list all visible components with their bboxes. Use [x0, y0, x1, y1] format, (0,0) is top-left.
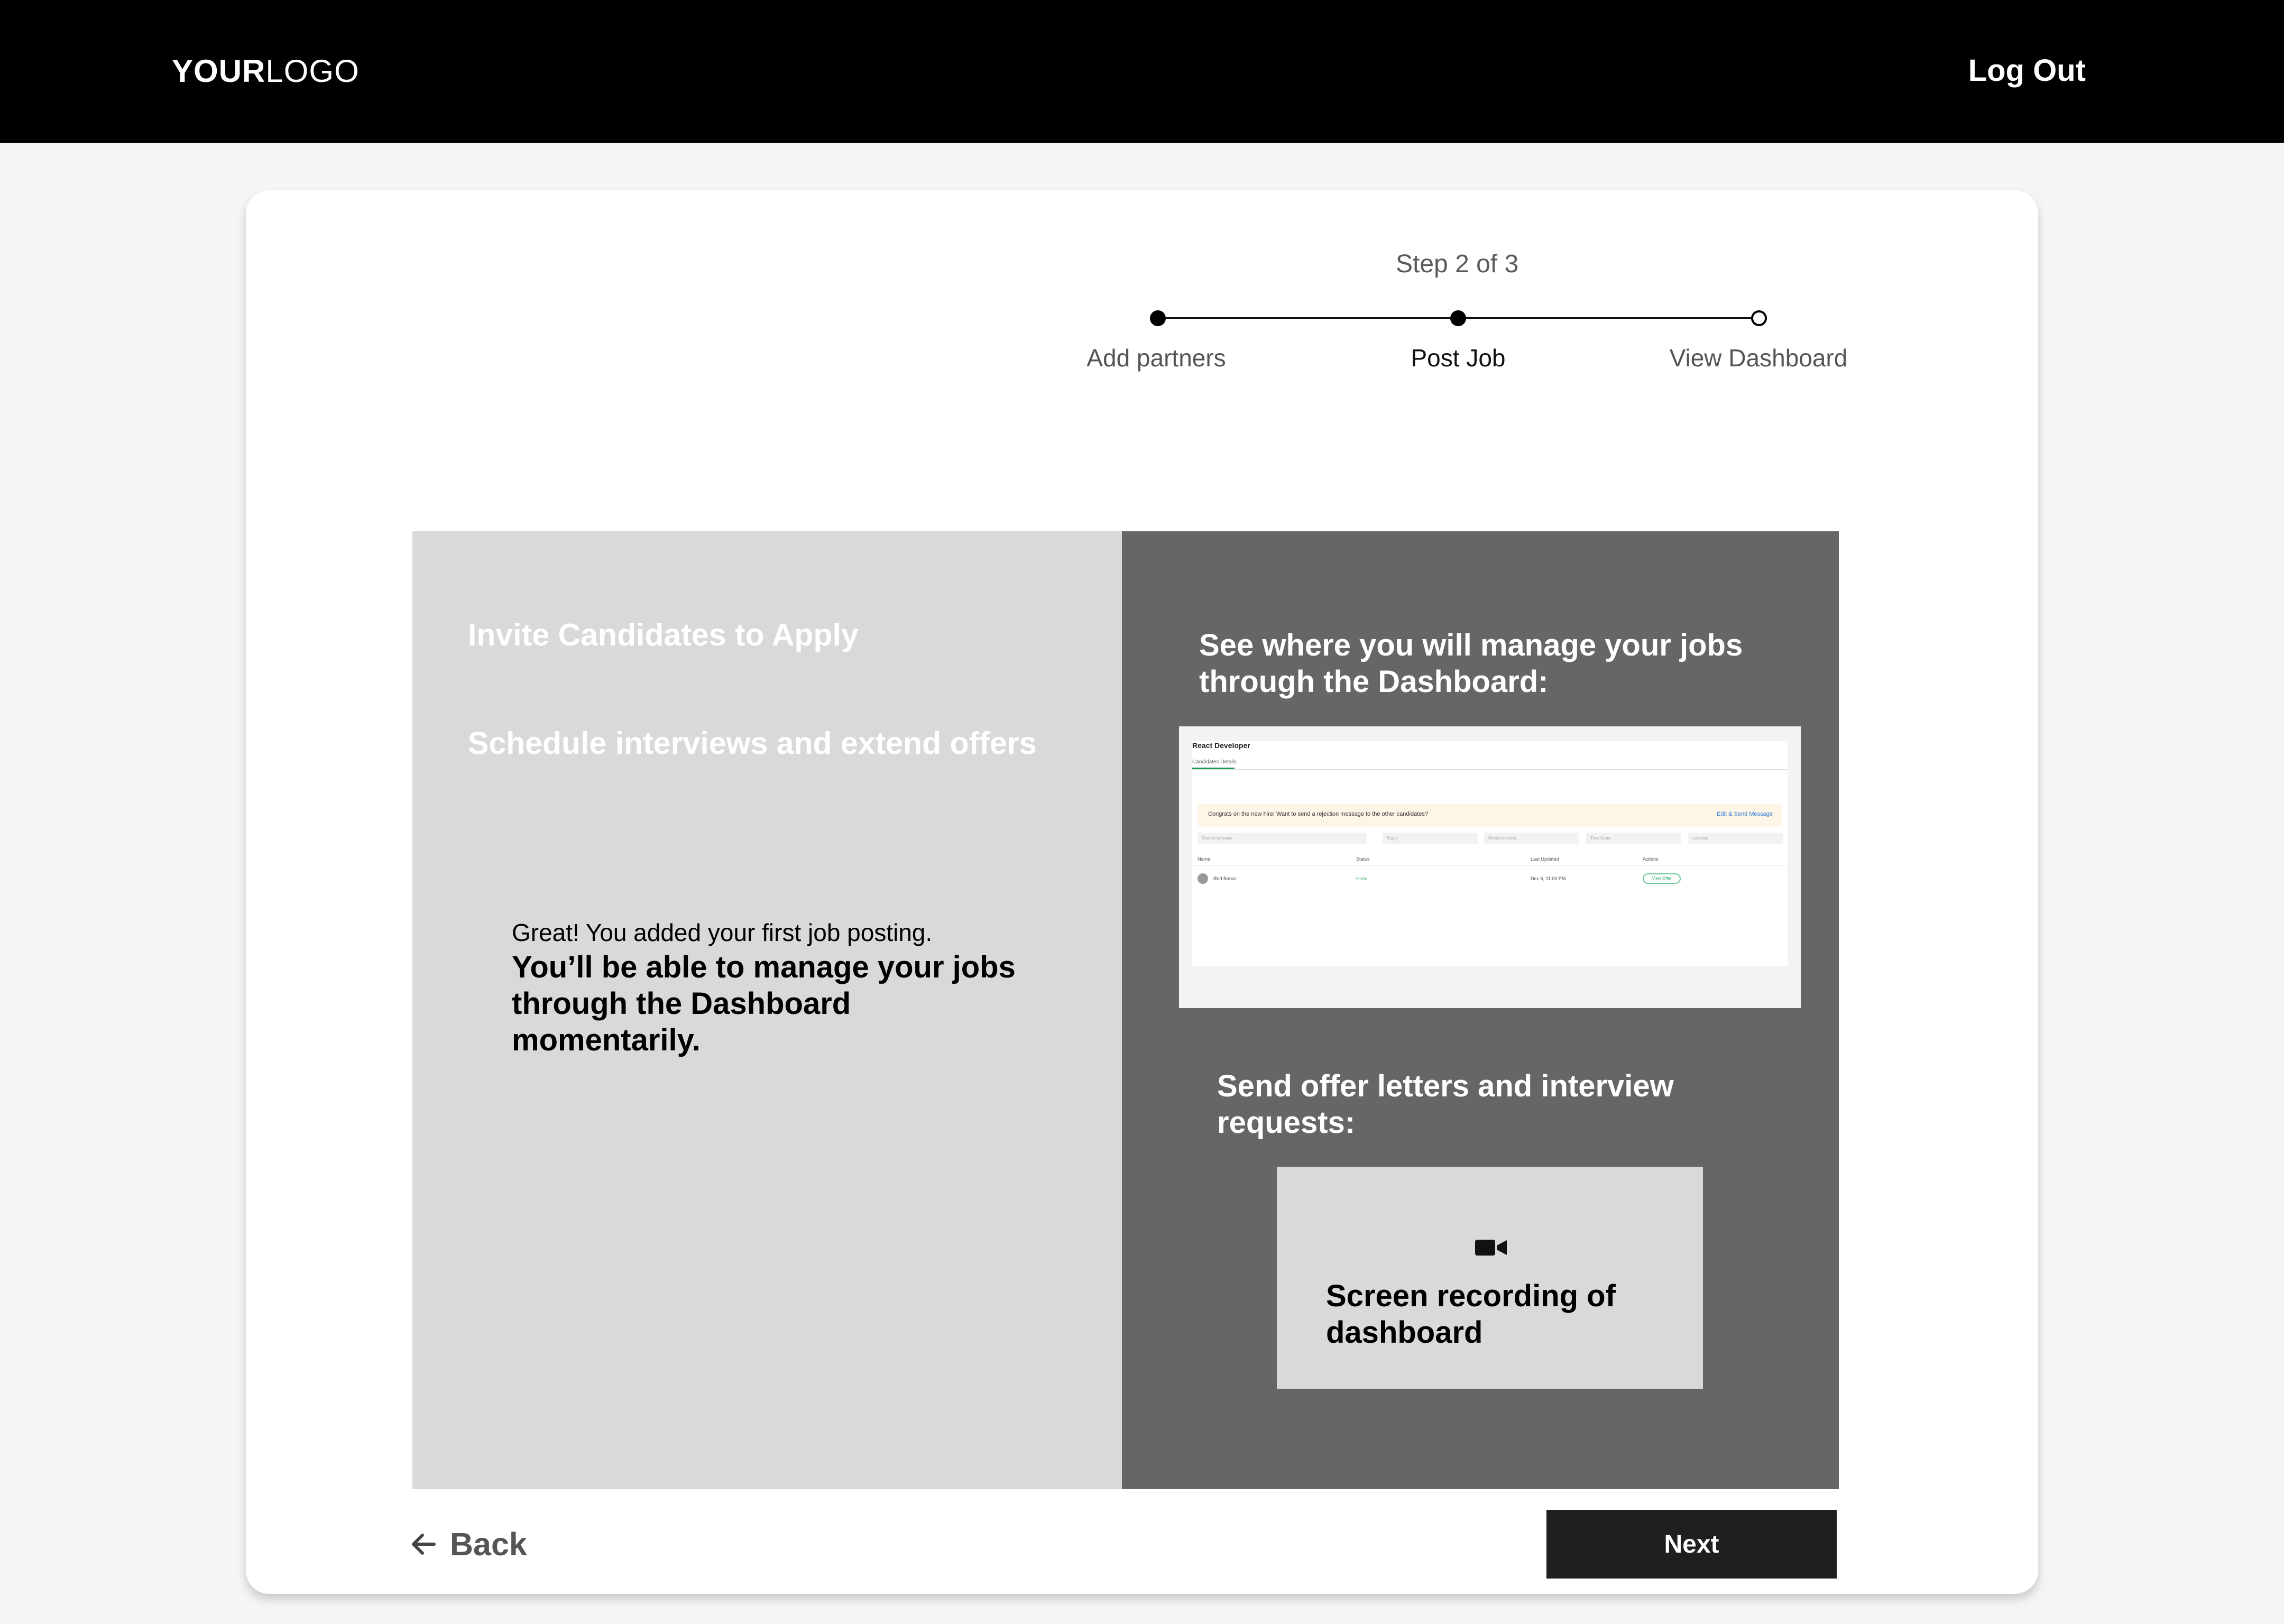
step-label-add-partners: Add partners	[1086, 344, 1226, 372]
dashboard-notice: You’ll be able to manage your jobs through the Dashboard momentarily.	[512, 950, 1016, 1057]
next-button[interactable]: Next	[1546, 1510, 1837, 1579]
offer-letters-heading: Send offer letters and interview requests:	[1217, 1069, 1674, 1140]
preview-filter-timeframe: Timeframe	[1586, 833, 1681, 844]
dashboard-preview-content	[1192, 741, 1788, 966]
video-camera-icon	[1475, 1238, 1507, 1258]
dashboard-preview-image	[1179, 726, 1801, 1008]
preview-row-status: Hired	[1356, 876, 1368, 881]
arrow-left-icon	[410, 1530, 437, 1558]
preview-row-updated: Dec 6, 11:00 PM	[1531, 876, 1566, 881]
logo-light: LOGO	[265, 53, 360, 89]
preview-col-name: Name	[1198, 856, 1211, 862]
preview-job-title: React Developer	[1192, 741, 1250, 750]
logout-link[interactable]: Log Out	[1968, 53, 2086, 88]
preview-tab-divider	[1192, 769, 1788, 770]
preview-tabs: Candidates Details	[1192, 759, 1237, 765]
back-button[interactable]	[410, 1525, 527, 1564]
top-bar	[0, 0, 2284, 143]
preview-col-updated: Last Updated	[1531, 856, 1559, 862]
preview-row-name: Rod Barun	[1213, 876, 1237, 881]
step-label-post-job: Post Job	[1411, 344, 1506, 372]
step-counter: Step 2 of 3	[1396, 250, 1519, 278]
step-label-view-dashboard: View Dashboard	[1669, 344, 1848, 372]
preview-filter-stage: Stage	[1383, 833, 1478, 844]
preview-col-actions: Actions	[1643, 856, 1659, 862]
preview-col-status: Status	[1356, 856, 1370, 862]
success-message: Great! You added your first job posting.	[512, 919, 933, 946]
step-dot-post-job	[1450, 310, 1466, 326]
logo[interactable]	[172, 53, 360, 90]
preview-filter-search: Search by name	[1198, 833, 1367, 844]
schedule-interviews-heading: Schedule interviews and extend offers	[468, 726, 1037, 761]
back-label: Back	[450, 1526, 527, 1562]
step-dot-add-partners	[1150, 310, 1166, 326]
screen-recording-title: Screen recording of dashboard	[1326, 1279, 1616, 1350]
preview-alert-text: Congrats on the new hire! Want to send a rejection message to the other candidates?	[1208, 811, 1429, 817]
preview-row-action: View Offer	[1643, 873, 1681, 884]
preview-avatar	[1198, 873, 1208, 884]
preview-filter-location: Location	[1688, 833, 1783, 844]
logo-bold: YOUR	[172, 53, 266, 89]
preview-alert	[1198, 804, 1782, 827]
step-dot-view-dashboard	[1751, 310, 1767, 326]
dashboard-heading: See where you will manage your jobs through the Dashboard:	[1199, 628, 1743, 699]
preview-alert-link: Edit & Send Message	[1717, 811, 1773, 817]
preview-filter-reports: Recent reports	[1484, 833, 1579, 844]
invite-candidates-heading: Invite Candidates to Apply	[468, 617, 859, 652]
